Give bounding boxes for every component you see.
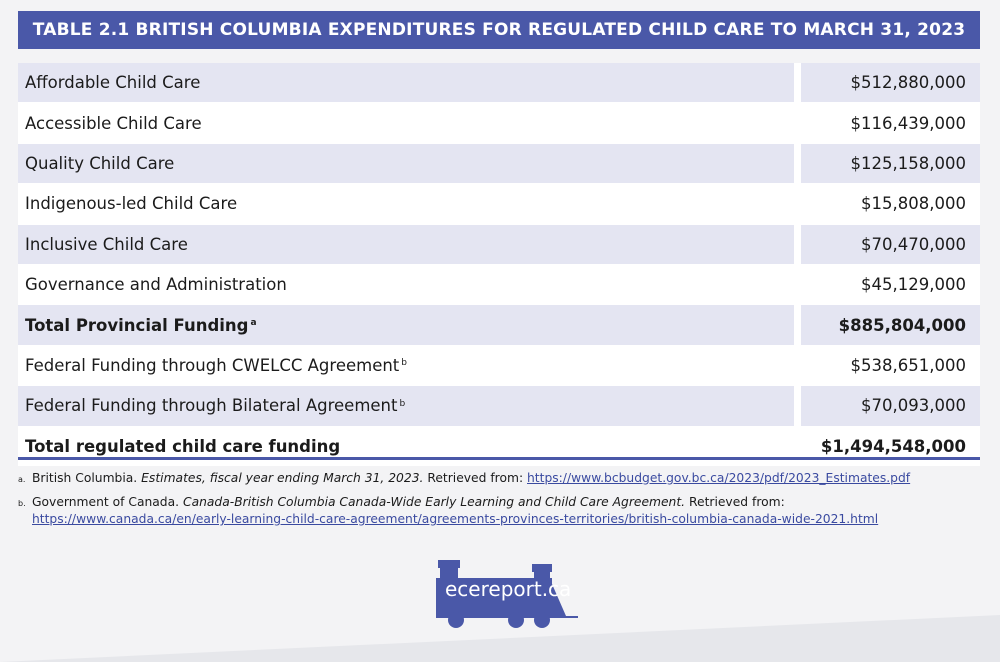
footnote-b: b. Government of Canada. Canada-British Columbia Canada-Wide Early Learning and Child Care Agreement. Retrieved from: https://www.canada.ca/en/early-learning-child-care-agreement/agreements-provinces-territories/british-columbia-canada-wide-2021.html — [18, 495, 879, 526]
table-row — [18, 183, 980, 223]
footnote-link[interactable]: https://www.canada.ca/en/early-learning-child-care-agreement/agreements-provinces-territories/british-columbia-canada-wide-2021.html — [32, 512, 879, 526]
table-row — [18, 143, 980, 183]
table-row — [18, 264, 980, 304]
row-label: Inclusive Child Care — [18, 225, 794, 264]
footnote-mark: b. — [18, 499, 26, 508]
row-value: $885,804,000 — [801, 305, 980, 344]
logo-text: ecereport.ca — [445, 577, 572, 601]
row-value: $538,651,000 — [801, 346, 980, 385]
row-value: $70,093,000 — [801, 386, 980, 425]
row-label: Total Provincial Funding $^a$ — [18, 305, 794, 344]
row-label: Indigenous-led Child Care — [18, 184, 794, 223]
row-value: $116,439,000 — [801, 103, 980, 142]
footnote-link[interactable]: https://www.bcbudget.gov.bc.ca/2023/pdf/2023_Estimates.pdf — [527, 471, 911, 485]
row-label: Affordable Child Care — [18, 63, 794, 102]
footnotes — [18, 470, 980, 534]
row-label: Federal Funding through Bilateral Agreement $^b$ — [18, 386, 794, 425]
row-label: Quality Child Care — [18, 144, 794, 183]
table-row — [18, 385, 980, 425]
table-row — [18, 102, 980, 142]
table-title — [18, 11, 980, 49]
row-value: $15,808,000 — [801, 184, 980, 223]
footnote-marker: b — [399, 398, 406, 409]
footnote-mark: a. — [18, 475, 26, 484]
footnote-a: a. British Columbia. Estimates, fiscal year ending March 31, 2023. Retrieved from: https://www.bcbudget.gov.bc.ca/2023/pdf/2023_Estimates.pdf — [18, 470, 980, 488]
footnote-marker: a — [250, 318, 257, 329]
row-label: Accessible Child Care — [18, 103, 794, 142]
row-label: Federal Funding through CWELCC Agreement $^b$ — [18, 346, 794, 385]
table-title-text: TABLE 2.1 BRITISH COLUMBIA EXPENDITURES FOR REGULATED CHILD CARE TO MARCH 31, 2023 — [32, 20, 966, 40]
row-value: $125,158,000 — [801, 144, 980, 183]
table-row — [18, 224, 980, 264]
table-row — [18, 345, 980, 385]
expenditures-table — [18, 63, 980, 466]
table-bottom-rule — [18, 457, 980, 460]
row-value: $512,880,000 — [801, 63, 980, 102]
footnote-marker: b — [401, 358, 407, 369]
row-label: Governance and Administration — [18, 265, 794, 304]
row-value: $45,129,000 — [801, 265, 980, 304]
row-label: Total regulated child care funding — [18, 427, 794, 466]
row-value: $70,470,000 — [801, 225, 980, 264]
table-row-total-provincial — [18, 304, 980, 344]
row-value: $1,494,548,000 — [801, 427, 980, 466]
table-row — [18, 63, 980, 102]
